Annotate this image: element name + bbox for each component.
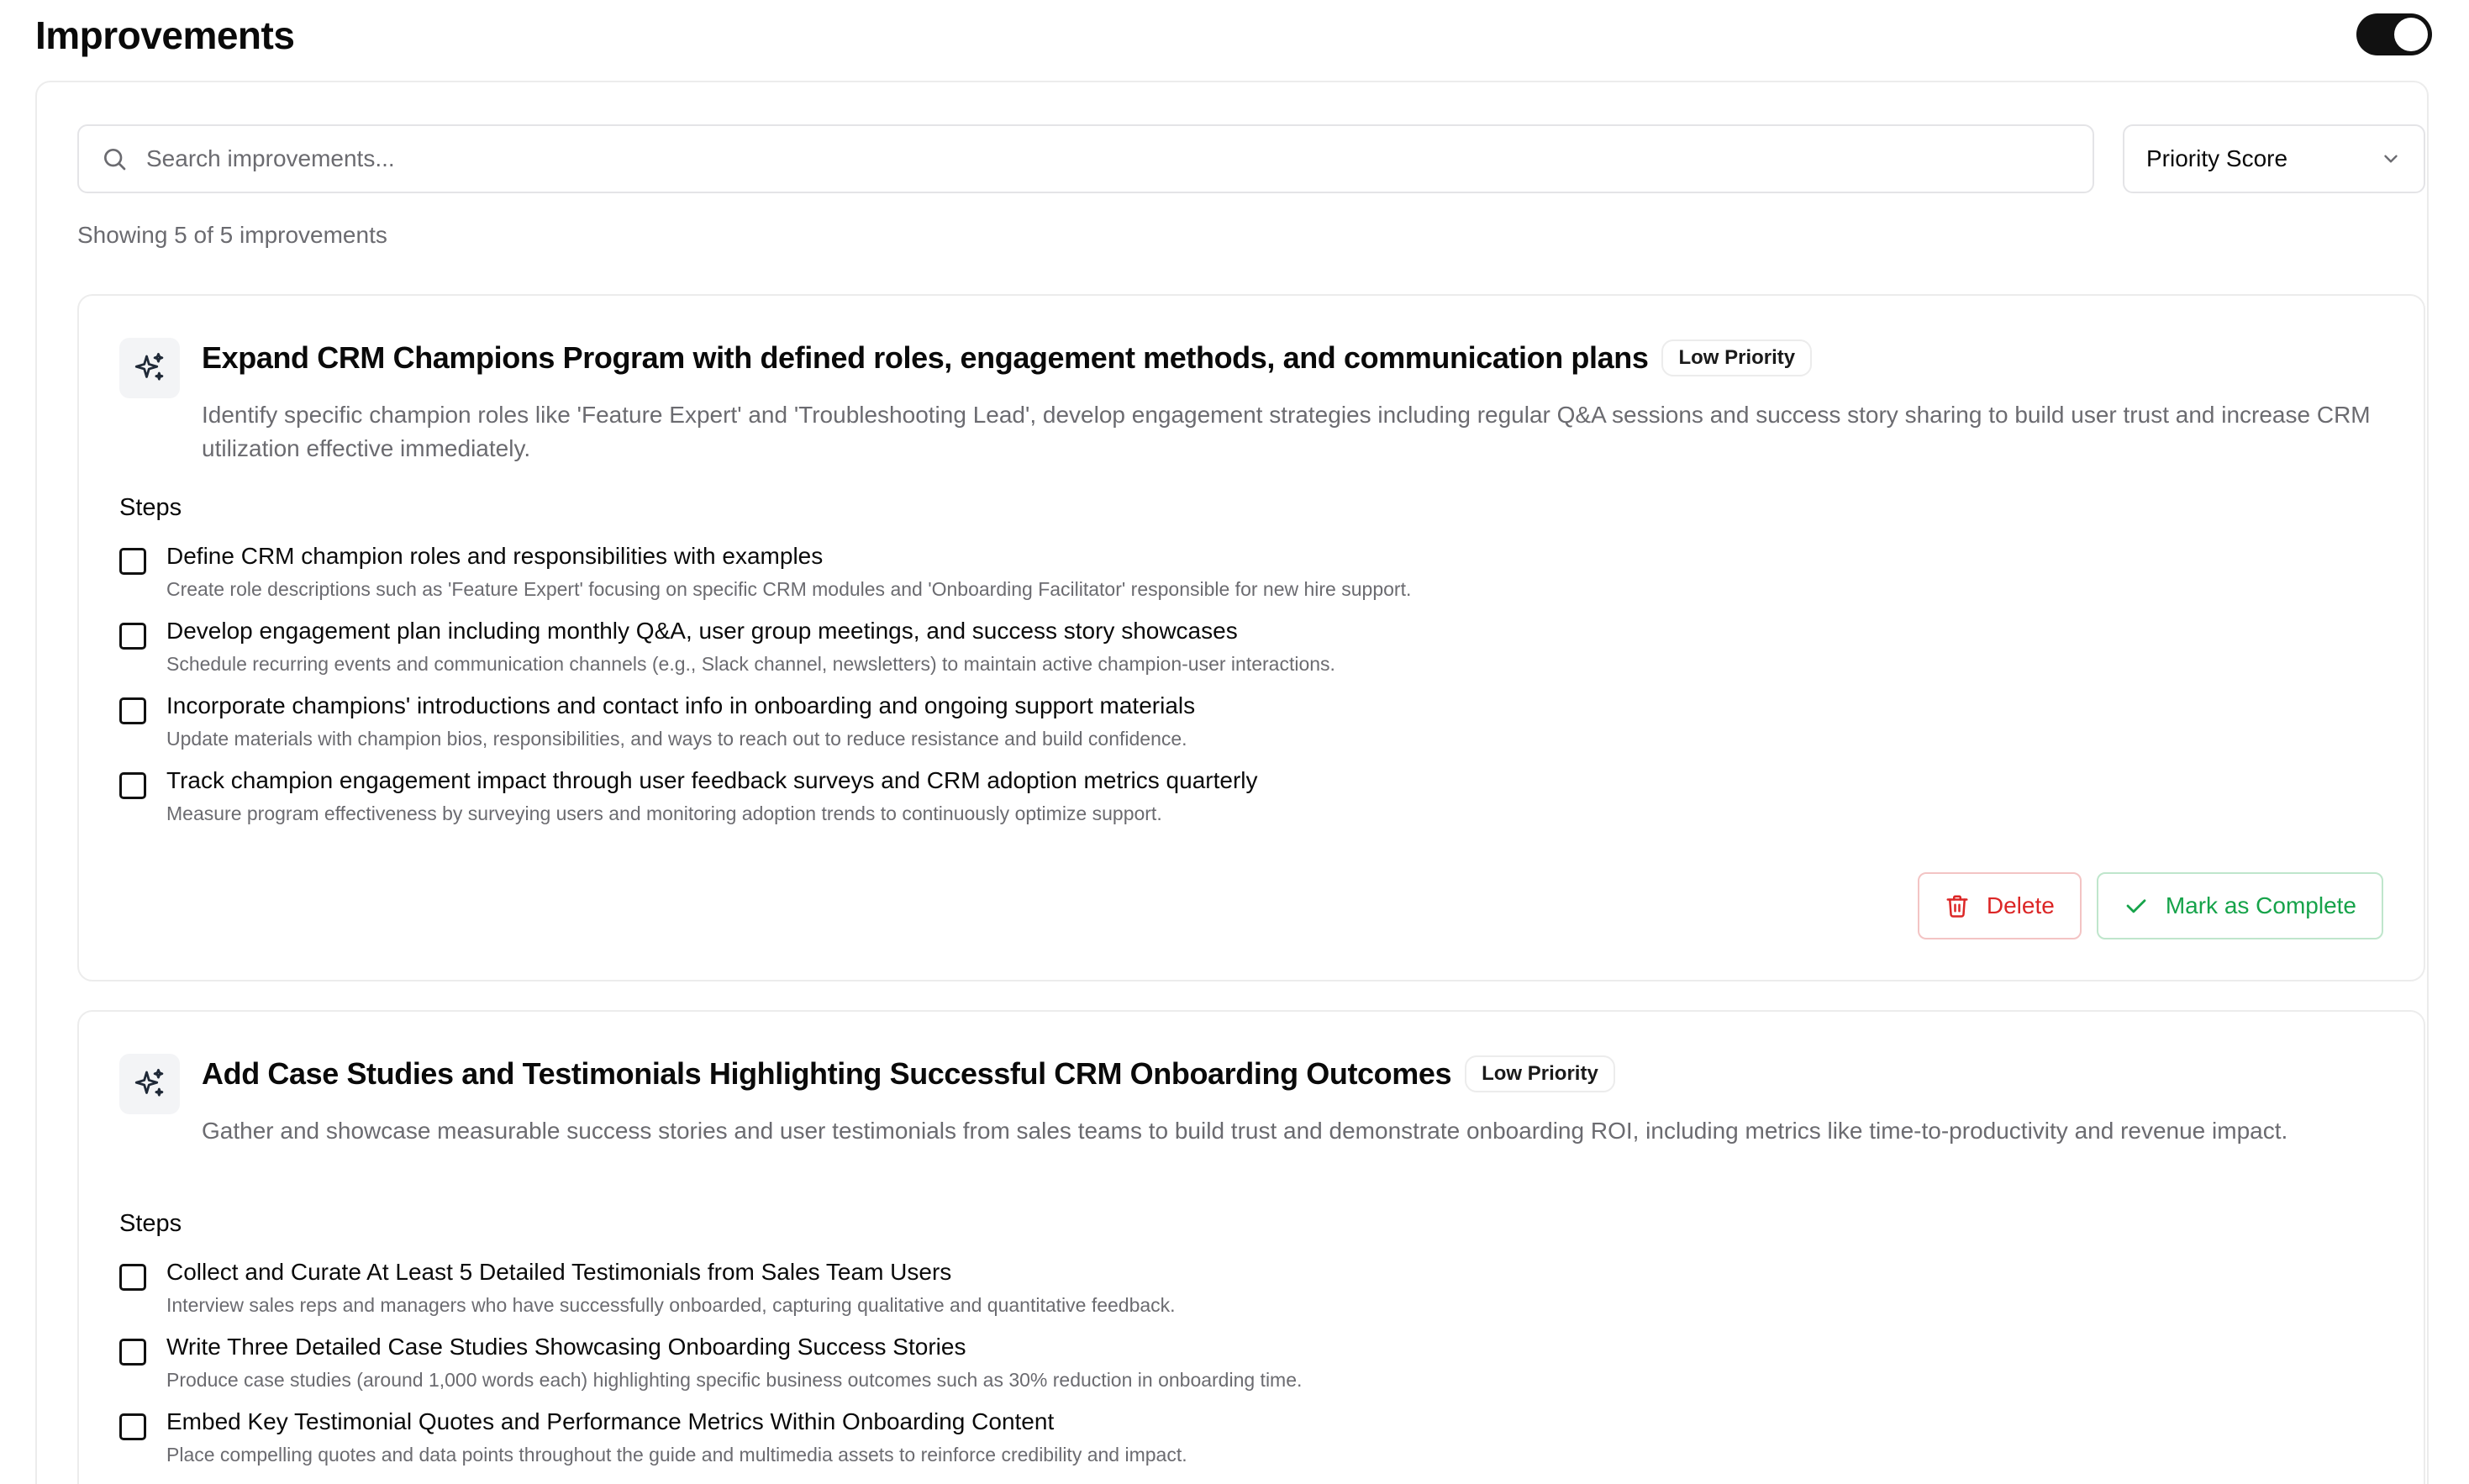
view-toggle[interactable] xyxy=(2356,13,2432,55)
step-item xyxy=(119,1408,2388,1483)
card-header xyxy=(202,1055,1615,1092)
priority-badge: Low Priority xyxy=(1465,1055,1615,1092)
step-item xyxy=(119,618,2388,692)
mark-complete-label: Mark as Complete xyxy=(2165,892,2356,918)
step-checkbox[interactable] xyxy=(119,772,146,799)
toggle-knob xyxy=(2394,18,2428,51)
trash-icon xyxy=(1945,893,1970,918)
search-icon xyxy=(101,145,128,172)
step-item xyxy=(119,543,2388,618)
search-bar xyxy=(77,124,2094,193)
steps-list xyxy=(119,1259,2388,1483)
steps-heading: Steps xyxy=(119,1210,182,1237)
steps-heading: Steps xyxy=(119,494,182,521)
step-item xyxy=(119,767,2388,842)
step-checkbox[interactable] xyxy=(119,548,146,575)
delete-button[interactable] xyxy=(1918,872,2082,939)
sort-dropdown[interactable] xyxy=(2123,124,2425,193)
step-detail: Measure program effectiveness by surveying users and monitoring adoption trends to continuously optimize support. xyxy=(166,803,1162,824)
search-input[interactable] xyxy=(146,134,2079,184)
step-detail: Update materials with champion bios, responsibilities, and ways to reach out to reduce resistance and build confidence. xyxy=(166,728,1187,750)
card-actions xyxy=(1918,872,2383,939)
step-detail: Place compelling quotes and data points throughout the guide and multimedia assets to reinforce credibility and impact. xyxy=(166,1444,1187,1466)
sparkles-icon xyxy=(132,1066,167,1102)
step-checkbox[interactable] xyxy=(119,623,146,650)
step-item xyxy=(119,1334,2388,1408)
mark-complete-button[interactable] xyxy=(2097,872,2383,939)
sparkles-icon xyxy=(132,350,167,386)
step-checkbox[interactable] xyxy=(119,1339,146,1366)
results-count: Showing 5 of 5 improvements xyxy=(77,222,387,248)
step-title: Write Three Detailed Case Studies Showcasing Onboarding Success Stories xyxy=(166,1334,966,1360)
delete-label: Delete xyxy=(1986,892,2055,918)
card-description: Identify specific champion roles like 'Feature Expert' and 'Troubleshooting Lead', develop engagement strategies including regular Q&A sessions and success story sharing to build user trust and increase CRM utilization effective immediately. xyxy=(202,402,2371,461)
step-item xyxy=(119,1259,2388,1334)
step-title: Embed Key Testimonial Quotes and Performance Metrics Within Onboarding Content xyxy=(166,1408,1055,1434)
check-icon xyxy=(2124,893,2149,918)
priority-badge: Low Priority xyxy=(1661,339,1812,376)
step-item xyxy=(119,692,2388,767)
card-description: Gather and showcase measurable success stories and user testimonials from sales teams to build trust and demonstrate onboarding ROI, including metrics like time-to-productivity and revenue impact. xyxy=(202,1118,2288,1144)
card-icon-box xyxy=(119,1054,180,1114)
step-checkbox[interactable] xyxy=(119,697,146,724)
card-title: Add Case Studies and Testimonials Highlighting Successful CRM Onboarding Outcomes xyxy=(202,1056,1452,1091)
step-checkbox[interactable] xyxy=(119,1264,146,1291)
step-title: Track champion engagement impact through user feedback surveys and CRM adoption metrics quarterly xyxy=(166,767,1258,793)
sort-selected-value: Priority Score xyxy=(2146,145,2288,171)
improvement-card xyxy=(77,294,2425,981)
card-title: Expand CRM Champions Program with defined roles, engagement methods, and communication plans xyxy=(202,340,1649,375)
step-title: Define CRM champion roles and responsibilities with examples xyxy=(166,543,824,569)
card-header xyxy=(202,339,1812,376)
step-detail: Create role descriptions such as 'Feature Expert' focusing on specific CRM modules and 'Onboarding Facilitator' responsible for new hire support. xyxy=(166,578,1412,600)
step-detail: Schedule recurring events and communication channels (e.g., Slack channel, newsletters) to maintain active champion-user interactions. xyxy=(166,653,1335,675)
step-detail: Interview sales reps and managers who have successfully onboarded, capturing qualitative and quantitative feedback. xyxy=(166,1294,1176,1316)
step-checkbox[interactable] xyxy=(119,1413,146,1440)
card-icon-box xyxy=(119,338,180,398)
improvement-card xyxy=(77,1010,2425,1484)
step-detail: Produce case studies (around 1,000 words each) highlighting specific business outcomes such as 30% reduction in onboarding time. xyxy=(166,1369,1303,1391)
improvements-panel xyxy=(35,81,2429,1484)
step-title: Collect and Curate At Least 5 Detailed Testimonials from Sales Team Users xyxy=(166,1259,952,1285)
chevron-down-icon xyxy=(2380,148,2402,170)
step-title: Incorporate champions' introductions and contact info in onboarding and ongoing support materials xyxy=(166,692,1196,718)
steps-list xyxy=(119,543,2388,842)
page-title: Improvements xyxy=(35,13,295,57)
step-title: Develop engagement plan including monthly Q&A, user group meetings, and success story showcases xyxy=(166,618,1238,644)
